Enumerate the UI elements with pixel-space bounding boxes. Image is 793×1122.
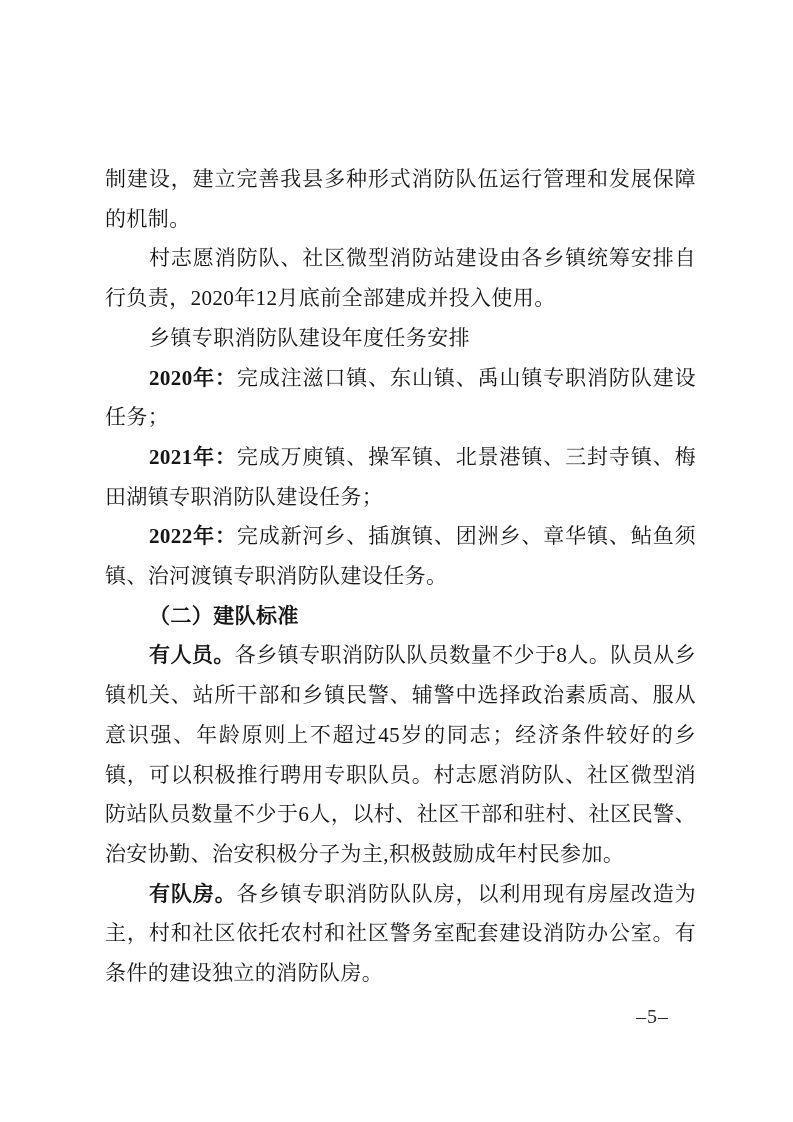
paragraph-annual-task-heading [105,319,696,359]
paragraph-text: 各乡镇专职消防队队房，以利用现有房屋改造为主，村和社区依托农村和社区警务室配套建设消防办公室。有条件的建设独立的消防队房。 [105,881,696,986]
paragraph-lead-housing: 有队房。 [149,881,237,906]
section-heading-text: （二）建队标准 [149,603,299,628]
paragraph-text: 村志愿消防队、社区微型消防站建设由各乡镇统筹安排自行负责，2020年12月底前全部建成并投入使用。 [105,246,696,311]
paragraph-personnel [105,636,696,874]
paragraph-lead-personnel: 有人员。 [149,643,235,668]
document-body [105,160,696,994]
paragraph-volunteer-brigade [105,239,696,318]
paragraph-year-2020 [105,359,696,438]
paragraph-text: 完成新河乡、插旗镇、团洲乡、章华镇、鲇鱼须镇、治河渡镇专职消防队建设任务。 [105,524,696,589]
paragraph-lead-year-2021: 2021年： [149,444,237,469]
paragraph-station-housing [105,875,696,994]
paragraph-continuation [105,160,696,239]
paragraph-year-2021 [105,438,696,517]
page-number: –5– [636,1006,669,1028]
paragraph-text: 完成万庾镇、操军镇、北景港镇、三封寺镇、梅田湖镇专职消防队建设任务； [105,444,696,509]
paragraph-text: 乡镇专职消防队建设年度任务安排 [149,325,470,350]
paragraph-lead-year-2020: 2020年： [149,365,237,390]
paragraph-text: 制建设，建立完善我县多种形式消防队伍运行管理和发展保障的机制。 [105,167,696,231]
section-heading-standards [105,597,696,637]
paragraph-text: 各乡镇专职消防队队员数量不少于8人。队员从乡镇机关、站所干部和乡镇民警、辅警中选择政治素质高、服从意识强、年龄原则上不超过45岁的同志；经济条件较好的乡镇，可以积极推行聘用专职队员。村志愿消防队、社区微型消防站队员数量不少于6人，以村、社区干部和驻村、社区民警、治安协勤、治安积极分子为主,积极鼓励成年村民参加。 [105,643,696,866]
paragraph-text: 完成注滋口镇、东山镇、禹山镇专职消防队建设任务； [105,365,696,430]
paragraph-lead-year-2022: 2022年： [149,524,237,549]
paragraph-year-2022 [105,517,696,596]
